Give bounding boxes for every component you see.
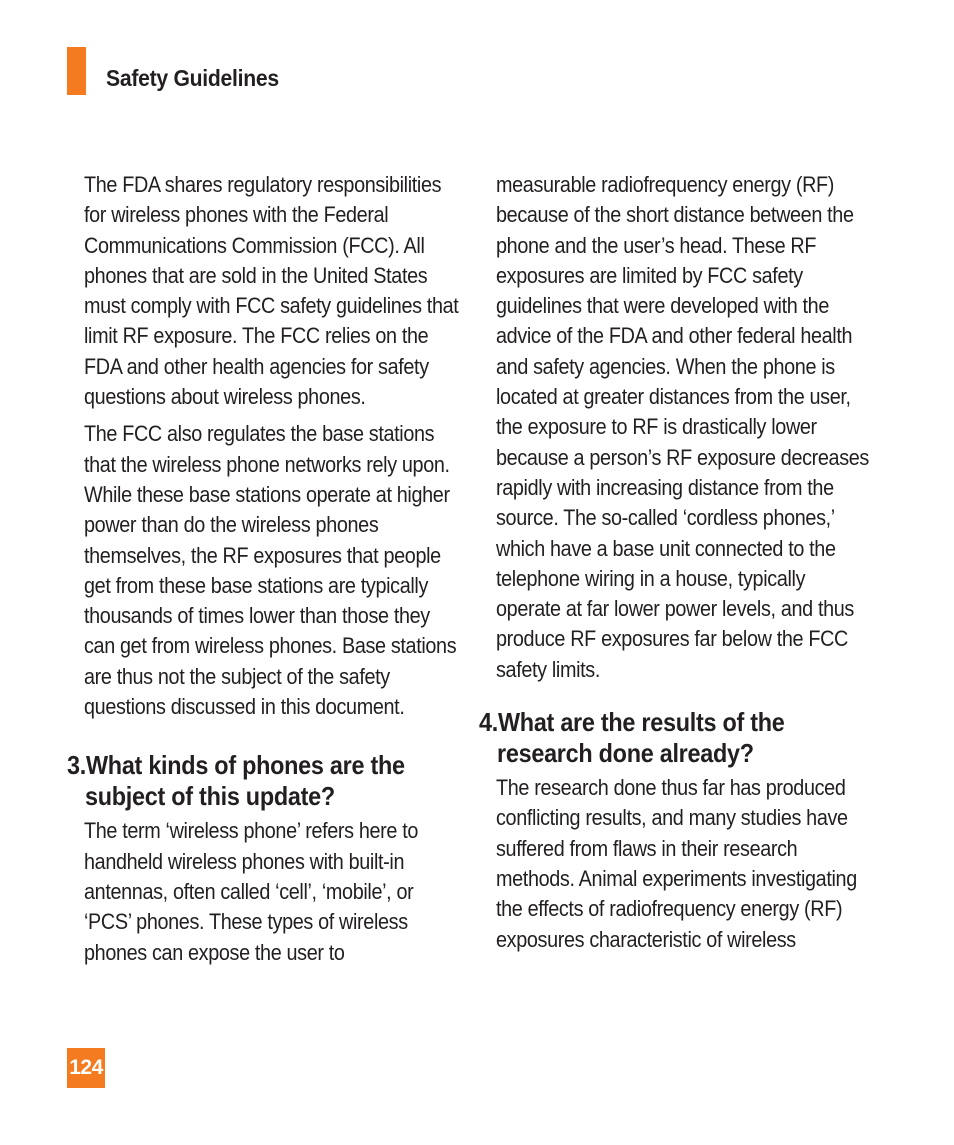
page-number: 124 bbox=[67, 1048, 105, 1088]
section-heading-3: 3.What kinds of phones are the subject of this update? bbox=[67, 750, 405, 812]
body-paragraph: The FDA shares regulatory responsibilities for wireless phones with the Federal Communications Commission (FCC). All phones that are sold in the United States must comply with FCC safety guidelines that limit RF exposure. The FCC relies on the FDA and other health agencies for safety questions about wireless phones. bbox=[84, 172, 459, 410]
body-paragraph: The research done thus far has produced conflicting results, and many studies have suffered from flaws in their research methods. Animal experiments investigating the effects of radiofrequency energy (RF) exposures characteristic of wireless bbox=[496, 775, 857, 952]
right-column bbox=[479, 170, 876, 962]
page-section-title: Safety Guidelines bbox=[106, 65, 279, 91]
body-paragraph: measurable radiofrequency energy (RF) because of the short distance between the phone and the user’s head. These RF exposures are limited by FCC safety guidelines that were developed with the advice of the FDA and other federal health and safety agencies. When the phone is located at greater distances from the user, the exposure to RF is drastically lower because a person’s RF exposure decreases rapidly with increasing distance from the source. The so-called ‘cordless phones,’ which have a base unit connected to the telephone wiring in a house, typically operate at far lower power levels, and thus produce RF exposures far below the FCC safety limits. bbox=[496, 172, 869, 682]
left-column bbox=[67, 170, 464, 975]
section-heading-4: 4.What are the results of the research done already? bbox=[479, 707, 785, 769]
body-paragraph: The FCC also regulates the base stations that the wireless phone networks rely upon. While these base stations operate at higher power than do the wireless phones themselves, the RF exposures that people get from these base stations are typically thousands of times lower than those they can get from wireless phones. Base stations are thus not the subject of the safety questions discussed in this document. bbox=[84, 421, 457, 720]
header-accent-bar bbox=[67, 47, 86, 95]
body-paragraph: The term ‘wireless phone’ refers here to handheld wireless phones with built-in antennas, often called ‘cell’, ‘mobile’, or ‘PCS’ phones. These types of wireless phones can expose the user to bbox=[84, 818, 419, 965]
